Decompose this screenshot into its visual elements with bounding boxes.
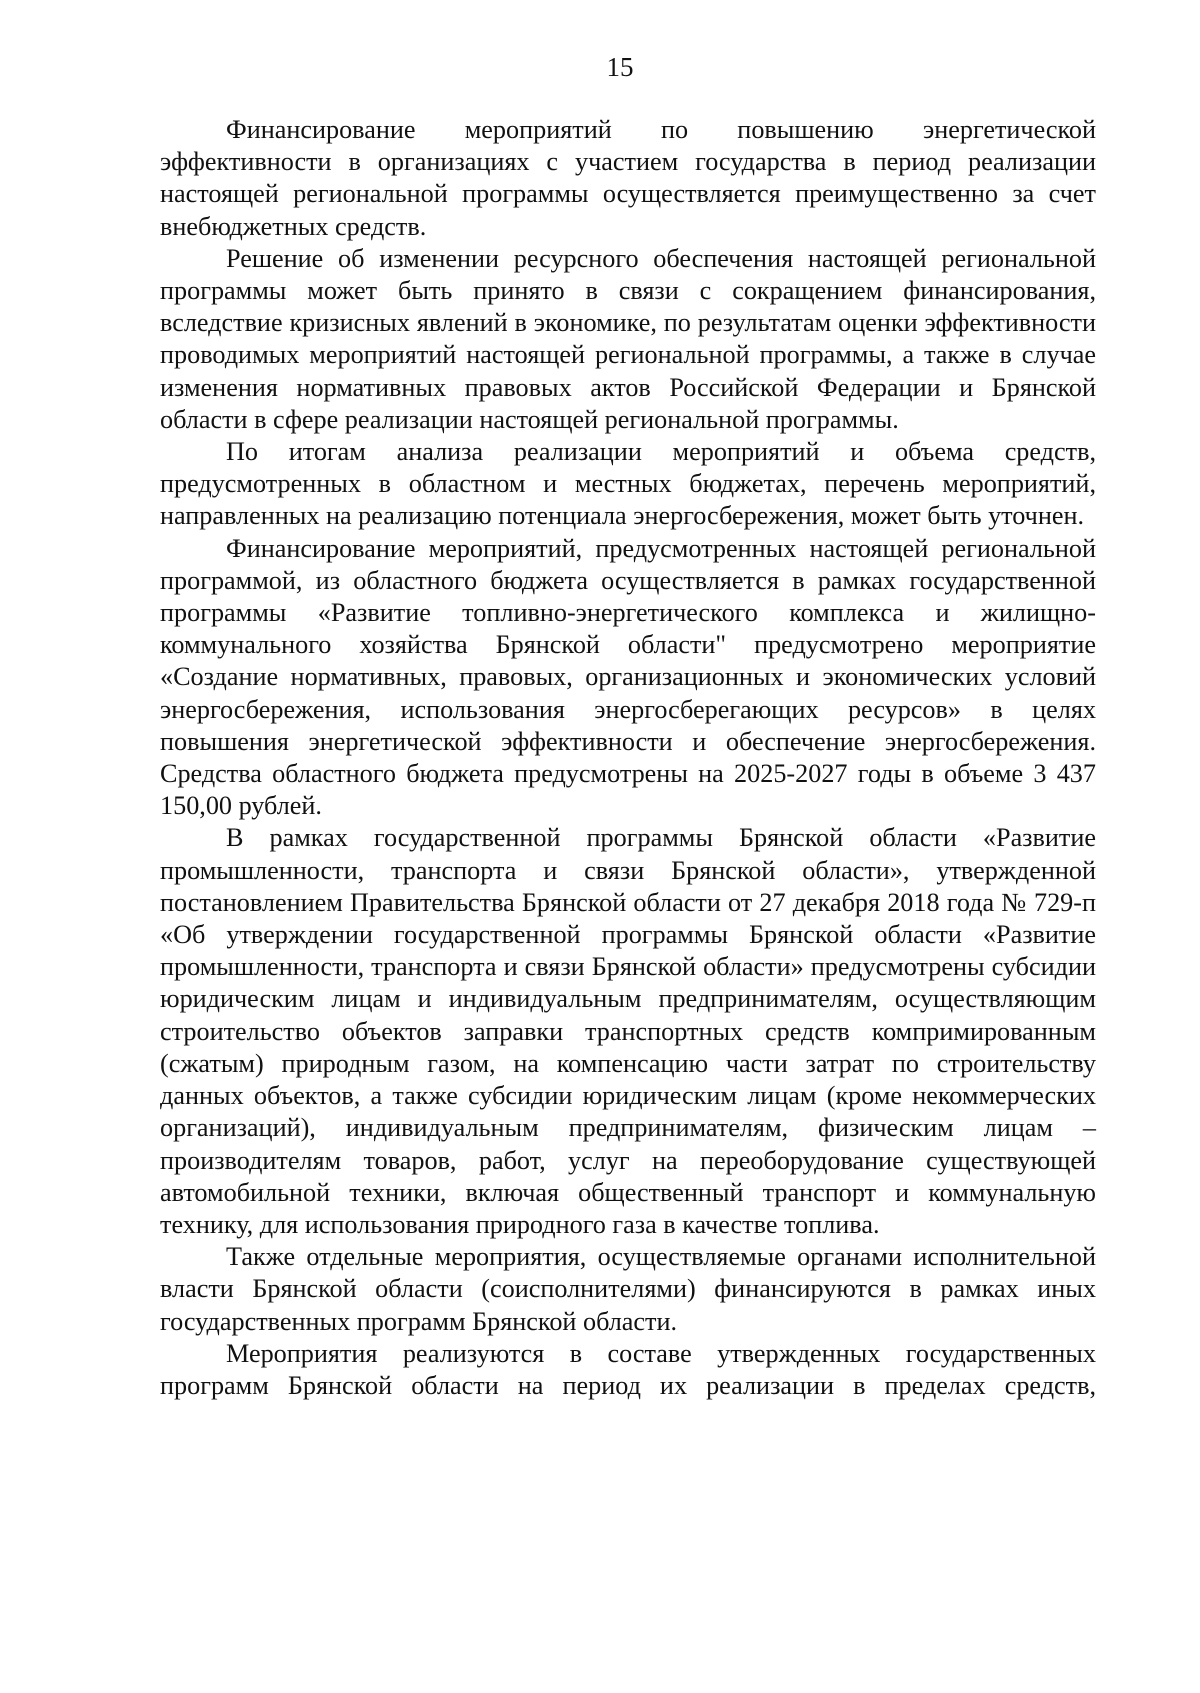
- paragraph-implementation: Мероприятия реализуются в составе утвержденных государственных программ Брянской области на период их реализации в пределах средств,: [160, 1338, 1096, 1400]
- page-number: 15: [606, 52, 634, 82]
- paragraph-industry-transport-program: В рамках государственной программы Брянской области «Развитие промышленности, транспорта и связи Брянской области», утвержденной постановлением Правительства Брянской области от 27 декабря 2018 года № 729-п «Об утверждении государственной программы Брянской области «Развитие промышленности, транспорта и связи Брянской области» предусмотрены субсидии юридическим лицам и индивидуальным предпринимателям, осуществляющим строительство объектов заправки транспортных средств компримированным (сжатым) природным газом, на компенсацию части затрат по строительству данных объектов, а также субсидии юридическим лицам (кроме некоммерческих организаций), индивидуальным предпринимателям, физическим лицам – производителям товаров, работ, услуг на переоборудование существующей автомобильной техники, включая общественный транспорт и коммунальную технику, для использования природного газа в качестве топлива.: [160, 823, 1096, 1239]
- document-body: [160, 114, 1096, 1402]
- paragraph-financing-organizations: Финансирование мероприятий по повышению энергетической эффективности в организациях с участием государства в период реализации настоящей региональной программы осуществляется преимущественно за счет внебюджетных средств.: [160, 115, 1096, 241]
- paragraph-regional-budget-financing: Финансирование мероприятий, предусмотренных настоящей региональной программой, из областного бюджета осуществляется в рамках государственной программы «Развитие топливно-энергетического комплекса и жилищно-коммунального хозяйства Брянской области" предусмотрено мероприятие «Создание нормативных, правовых, организационных и экономических условий энергосбережения, использования энергосберегающих ресурсов» в целях повышения энергетической эффективности и обеспечение энергосбережения. Средства областного бюджета предусмотрены на 2025-2027 годы в объеме 3 437 150,00 рублей.: [160, 533, 1096, 821]
- paragraph-analysis-results: По итогам анализа реализации мероприятий и объема средств, предусмотренных в областном и местных бюджетах, перечень мероприятий, направленных на реализацию потенциала энергосбережения, может быть уточнен.: [160, 437, 1096, 531]
- paragraph-other-programs: Также отдельные мероприятия, осуществляемые органами исполнительной власти Брянской области (соисполнителями) финансируются в рамках иных государственных программ Брянской области.: [160, 1242, 1096, 1336]
- paragraph-resource-change-decision: Решение об изменении ресурсного обеспечения настоящей региональной программы может быть принято в связи с сокращением финансирования, вследствие кризисных явлений в экономике, по результатам оценки эффективности проводимых мероприятий настоящей региональной программы, а также в случае изменения нормативных правовых актов Российской Федерации и Брянской области в сфере реализации настоящей региональной программы.: [160, 243, 1096, 434]
